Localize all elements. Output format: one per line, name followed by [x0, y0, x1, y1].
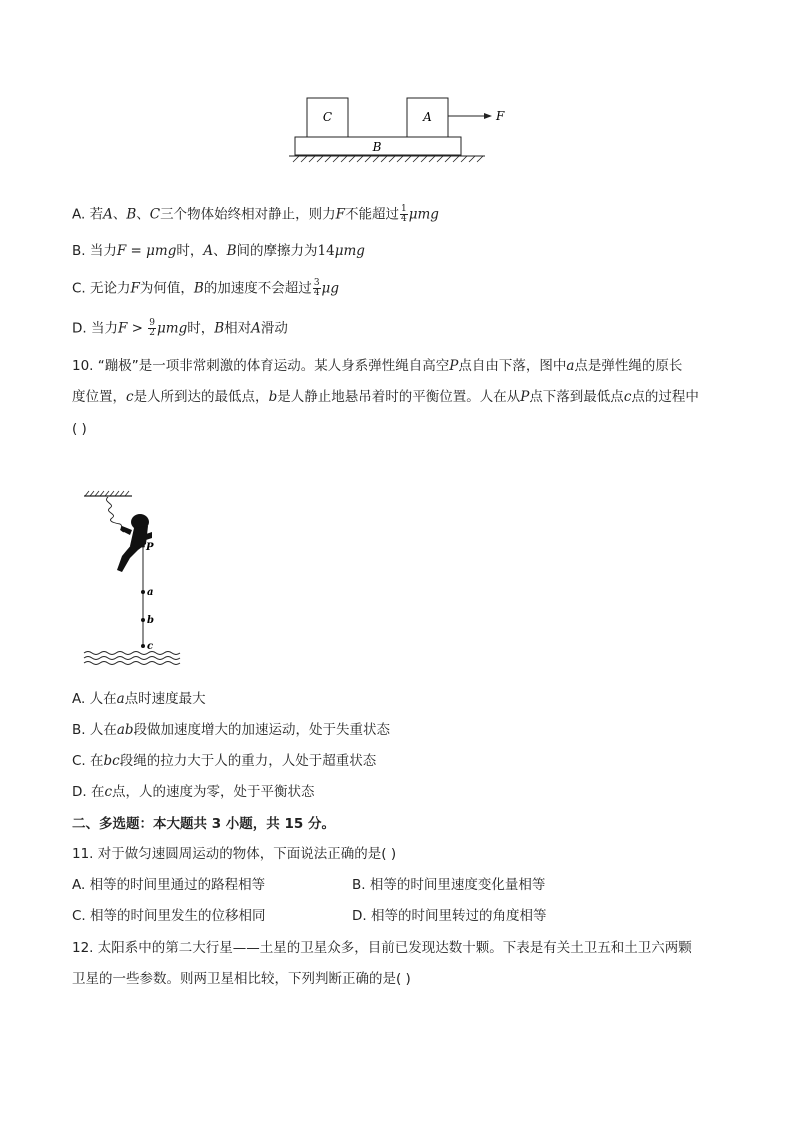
point-a [141, 590, 145, 594]
water-waves [84, 652, 180, 665]
q12-stem-line2: 卫星的一些参数。则两卫星相比较，下列判断正确的是( ) [72, 971, 411, 987]
q10-stem-line1: 10. “蹦极”是一项非常刺激的体育运动。某人身系弹性绳自高空P点自由下落，图中a点是弹性绳的原长 [72, 358, 683, 374]
label-a: a [147, 587, 154, 598]
q10-stem-line3: ( ) [72, 421, 87, 437]
point-p [141, 544, 145, 548]
bungee-cord [106, 497, 124, 532]
q11-stem: 11. 对于做匀速圆周运动的物体，下面说法正确的是( ) [72, 846, 397, 862]
point-c [141, 644, 145, 648]
q10-option-a: A. 人在a点时速度最大 [72, 691, 206, 707]
blocks-figure [285, 92, 515, 168]
label-p: P [146, 542, 154, 553]
fraction: $\frac{9}{2}$ [149, 318, 155, 338]
q11-option-b: B. 相等的时间里速度变化量相等 [352, 877, 546, 893]
force-arrowhead [484, 113, 492, 119]
q12-stem-line1: 12. 太阳系中的第二大行星——土星的卫星众多，目前已发现达数十颗。下表是有关土卫五和土卫六两颗 [72, 940, 692, 956]
q11-option-c: C. 相等的时间里发生的位移相同 [72, 908, 266, 924]
block-a-label: A [423, 110, 432, 124]
block-b-label: B [372, 140, 382, 154]
label-b: b [147, 615, 154, 626]
q11-option-d: D. 相等的时间里转过的角度相等 [352, 908, 547, 924]
section-heading: 二、多选题：本大题共 3 小题，共 15 分。 [72, 816, 336, 832]
q10-option-c: C. 在bc段绳的拉力大于人的重力，人处于超重状态 [72, 753, 377, 769]
fraction: $\frac{3}{4}$ [313, 278, 320, 298]
ceiling-hatch [85, 491, 129, 496]
q11-option-a: A. 相等的时间里通过的路程相等 [72, 877, 266, 893]
q9-option-c: C. 无论力F为何值，B的加速度不会超过 $\frac{3}{4}$ μg [72, 278, 339, 298]
q10-option-b: B. 人在ab段做加速度增大的加速运动，处于失重状态 [72, 722, 391, 738]
point-b [141, 618, 145, 622]
label-c: c [147, 641, 154, 652]
q10-stem-line2: 度位置，c是人所到达的最低点，b是人静止地悬吊着时的平衡位置。人在从P点下落到最低点c点的过程中 [72, 389, 699, 405]
q9-option-d: D. 当力F > $\frac{9}{2}$ μmg时，B相对A滑动 [72, 318, 288, 338]
ground-hatch [293, 156, 483, 162]
force-label: F [496, 109, 505, 123]
q9-option-a: A. 若A、B、C三个物体始终相对静止，则力F不能超过 $\frac{1}{4}$ μmg [72, 204, 439, 224]
bungee-figure [80, 490, 190, 670]
fraction: $\frac{1}{4}$ [400, 204, 407, 224]
q9-option-b: B. 当力F = μmg时，A、B间的摩擦力为14μmg [72, 243, 365, 259]
block-c-label: C [322, 110, 333, 124]
q10-option-d: D. 在c点，人的速度为零，处于平衡状态 [72, 784, 315, 800]
